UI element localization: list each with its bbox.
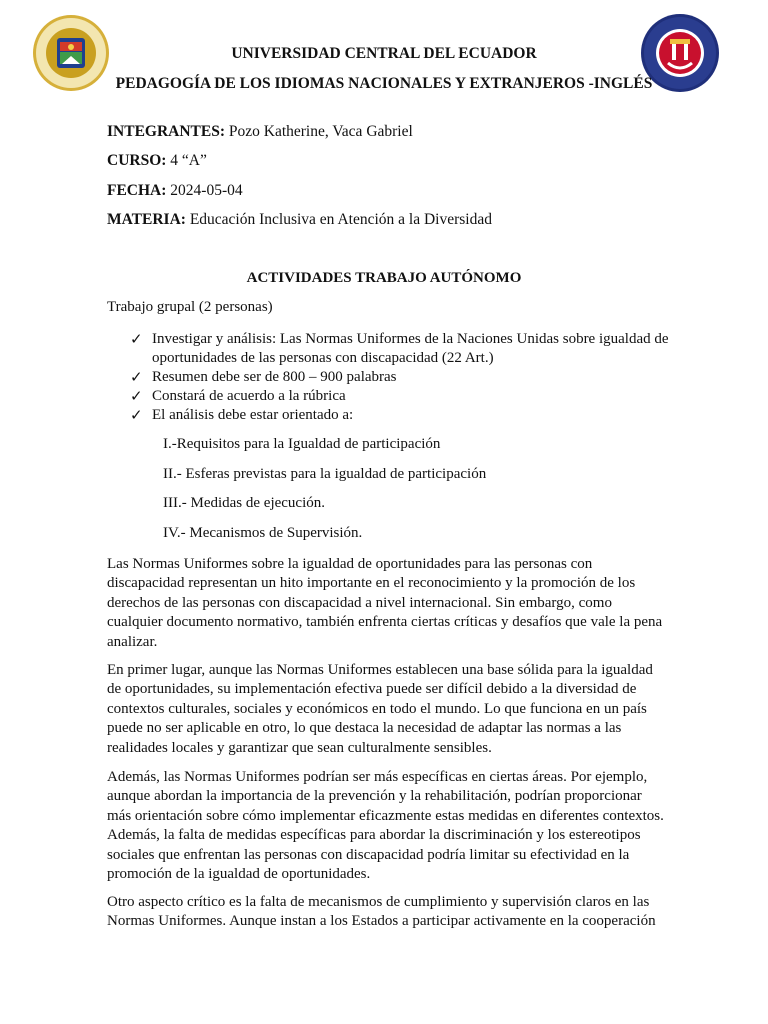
- field-label: FECHA:: [107, 182, 167, 199]
- roman-item: IV.- Mecanismos de Supervisión.: [163, 525, 363, 541]
- check-icon: ✓: [130, 332, 143, 348]
- field-value: 4 “A”: [166, 152, 207, 169]
- roman-item: III.- Medidas de ejecución.: [163, 495, 326, 511]
- check-icon: ✓: [130, 370, 143, 386]
- group-note: Trabajo grupal (2 personas): [107, 299, 273, 315]
- field-value: Pozo Katherine, Vaca Gabriel: [225, 123, 413, 140]
- checklist-item: Constará de acuerdo a la rúbrica: [152, 388, 346, 404]
- field-label: MATERIA:: [107, 211, 186, 228]
- roman-item: II.- Esferas previstas para la igualdad de participación: [163, 466, 487, 482]
- roman-item: I.-Requisitos para la Igualdad de participación: [163, 436, 441, 452]
- program-name: PEDAGOGÍA DE LOS IDIOMAS NACIONALES Y EXTRANJEROS -INGLÉS: [115, 75, 653, 92]
- checklist-item: Investigar y análisis: Las Normas Uniformes de la Naciones Unidas sobre igualdad de oportunidades de las personas con discapacidad (22 Art.): [152, 331, 669, 366]
- field-fecha: [107, 182, 243, 200]
- body-paragraph: Además, las Normas Uniformes podrían ser más específicas en ciertas áreas. Por ejemplo, aunque abordan la importancia de la prevención y la rehabilitación, podrían proporcionar más orientación sobre cómo implementar eficazmente estas medidas en diferentes contextos. Además, la falta de medidas específicas para abordar la discriminación y los estereotipos sociales que enfrentan las personas con discapacidad podría limitar su efectividad en la promoción de la igualdad de oportunidades.: [107, 769, 664, 883]
- check-icon: ✓: [130, 389, 143, 405]
- checklist-item: Resumen debe ser de 800 – 900 palabras: [152, 369, 397, 385]
- university-name: UNIVERSIDAD CENTRAL DEL ECUADOR: [231, 45, 537, 62]
- checklist-item: El análisis debe estar orientado a:: [152, 407, 354, 423]
- body-paragraph: En primer lugar, aunque las Normas Uniformes establecen una base sólida para la igualdad de oportunidades, su implementación efectiva puede ser difícil debido a la diversidad de contextos culturales, sociales y económicos en todo el mundo. Lo que funciona en un país puede no ser aplicable en otro, lo que destaca la necesidad de adaptar las normas a las realidades locales y garantizar que sean culturalmente sensibles.: [107, 662, 653, 756]
- field-value: 2024-05-04: [166, 182, 243, 199]
- field-label: CURSO:: [107, 152, 167, 169]
- field-integrantes: [107, 123, 413, 141]
- body-paragraph: Otro aspecto crítico es la falta de mecanismos de cumplimiento y supervisión claros en las Normas Uniformes. Aunque instan a los Estados a participar activamente en la cooperación: [107, 894, 656, 930]
- field-materia: [107, 211, 492, 229]
- check-icon: ✓: [130, 408, 143, 424]
- body-paragraph: Las Normas Uniformes sobre la igualdad de oportunidades para las personas con discapacidad representan un hito importante en el reconocimiento y la promoción de los derechos de las personas con discapacidad a nivel internacional. Sin embargo, como cualquier documento normativo, también enfrenta ciertas críticas y desafíos que vale la pena analizar.: [107, 556, 663, 650]
- section-title: ACTIVIDADES TRABAJO AUTÓNOMO: [246, 270, 522, 286]
- field-curso: [107, 152, 207, 170]
- field-value: Educación Inclusiva en Atención a la Diversidad: [185, 211, 492, 228]
- field-label: INTEGRANTES:: [107, 123, 225, 140]
